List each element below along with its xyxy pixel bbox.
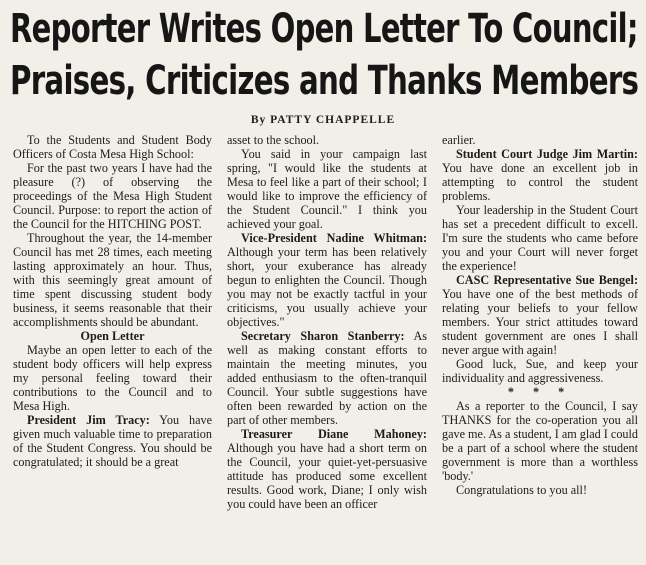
paragraph-text: Although your term has been relatively short, your exuberance has already begun to enlighten the Council. Though you may not be exactly tactful in your criticisms, you usually achieve your objectives." [227,245,427,329]
salutation: To the Students and Student Body Officers of Costa Mesa High School: [13,133,212,161]
paragraph [13,413,212,469]
paragraph: Your leadership in the Student Court has set a precedent difficult to excell. I'm sure the students who came before you and your Court will never forget the experience! [442,203,638,273]
paragraph [227,427,427,511]
paragraph-text: You have done an excellent job in attempting to control the student problems. [442,161,638,203]
officer-name: Student Court Judge Jim Martin: [456,147,638,161]
paragraph [227,329,427,427]
paragraph-text: You have one of the best methods of relating your beliefs to your fellow members. Your strict attitudes toward student government are ones I shall never argue with again! [442,287,638,357]
paragraph: Throughout the year, the 14-member Council has met 28 times, each meeting lasting approximately an hour. Thus, with this seemingly great amount of time spent discussing student body business, it seems reasonable that their accomplishments should be abundant. [13,231,212,329]
officer-name: President Jim Tracy: [27,413,150,427]
paragraph: earlier. [442,133,476,147]
paragraph: Maybe an open letter to each of the student body officers will help express my personal feeling toward their contributions to the Council and to Mesa High. [13,343,212,413]
closing: Congratulations to you all! [456,483,587,497]
officer-name: Treasurer Diane Mahoney: [241,427,427,441]
paragraph-text: As well as making constant efforts to maintain the meeting minutes, you added enthusiasm to the often-tranquil Council. Your subtle suggestions have often been rewarded by action on the part of other members. [227,329,427,427]
officer-name: Vice-President Nadine Whitman: [241,231,427,245]
paragraph-text: You have given much valuable time to preparation of the Student Congress. You should be congratulated; it should be a great [13,413,212,469]
paragraph: For the past two years I have had the pleasure (?) of observing the proceedings of the Mesa High Student Council. Purpose: to report the action of the Council for the HITCHING POST. [13,161,212,231]
byline: By PATTY CHAPPELLE [250,114,396,126]
paragraph [227,231,427,329]
paragraph: You said in your campaign last spring, "I would like the students at Mesa to feel like a part of their school; I would like to improve the efficiency of the Student Council." I think you achieved your goal. [227,147,427,231]
paragraph [442,147,638,203]
column-3 [442,133,638,497]
headline-line-2: Praises, Criticizes and Thanks Members [10,58,639,104]
officer-name: CASC Representative Sue Bengel: [456,273,638,287]
section-divider: * * * [507,385,573,399]
officer-name: Secretary Sharon Stanberry: [241,329,405,343]
headline-line-1: Reporter Writes Open Letter To Council; [10,6,638,52]
paragraph: As a reporter to the Council, I say THANKS for the co-operation you all gave me. As a student, I am glad I could be a part of a school where the student government is more than a worthless 'body.' [442,399,638,483]
subheading: Open Letter [80,329,145,343]
column-1 [13,133,212,469]
paragraph [442,273,638,357]
paragraph: asset to the school. [227,133,320,147]
paragraph: Good luck, Sue, and keep your individuality and aggressiveness. [442,357,638,385]
paragraph-text: Although you have had a short term on the Council, your quiet-yet-persuasive attitude has produced some excellent results. Good work, Diane; I only wish you could have been an officer [227,441,427,511]
column-2 [227,133,427,511]
